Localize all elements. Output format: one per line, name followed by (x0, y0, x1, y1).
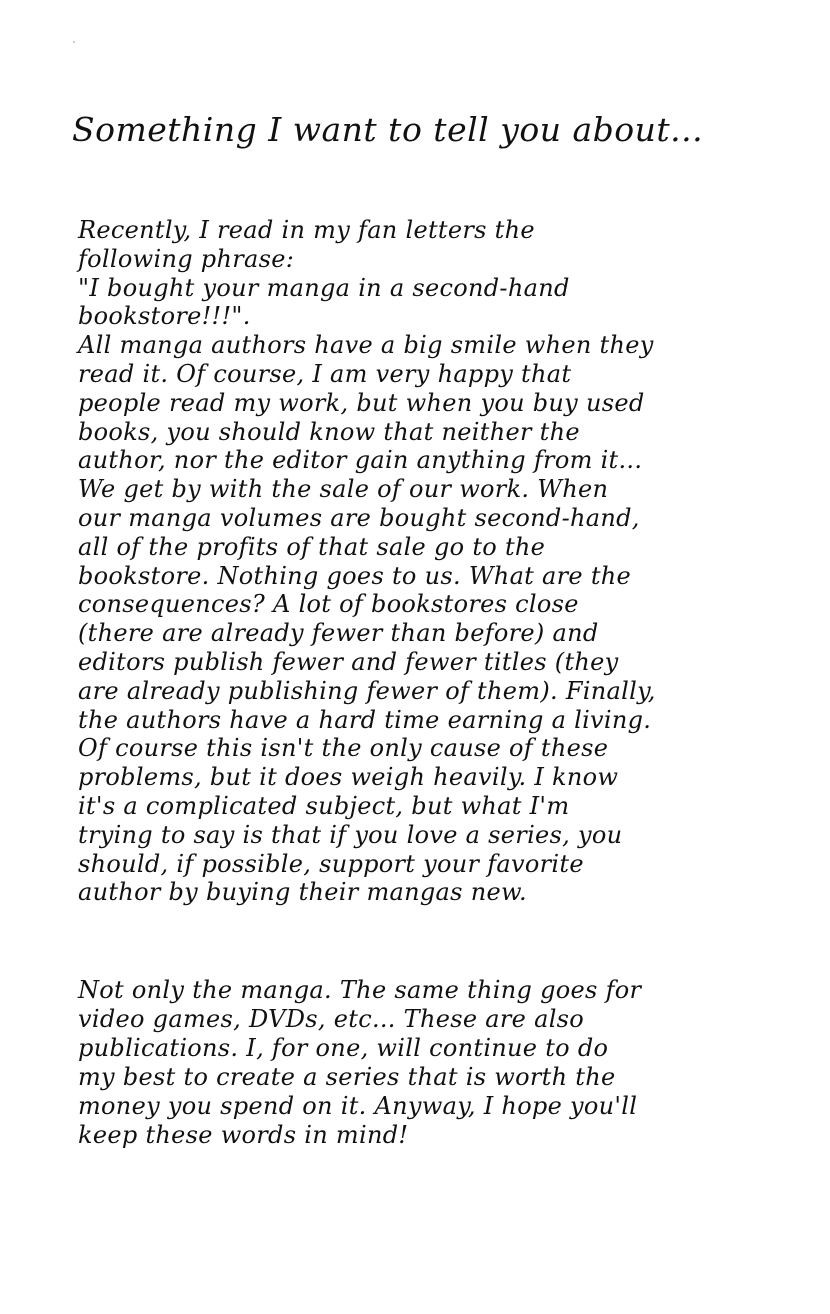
text-line: (there are already fewer than before) and (78, 619, 599, 648)
text-line: bookstore!!!". (78, 302, 251, 331)
text-line: editors publish fewer and fewer titles (they (78, 647, 619, 676)
text-line: read it. Of course, I am very happy that (78, 359, 572, 388)
text-line: publications. I, for one, will continue to do (78, 1034, 609, 1062)
text-line: Recently, I read in my fan letters the (78, 216, 535, 244)
text-line: books, you should know that neither the (78, 417, 580, 446)
text-line: are already publishing fewer of them). Finally, (78, 676, 656, 705)
text-line: We get by with the sale of our work. When (78, 475, 609, 504)
text-line: video games, DVDs, etc... These are also (78, 1005, 585, 1033)
text-line: author, nor the editor gain anything from it... (78, 446, 643, 475)
text-line: the authors have a hard time earning a living. (78, 705, 652, 734)
text-line: following phrase: (78, 244, 295, 273)
text-line: problems, but it does weigh heavily. I know (78, 763, 619, 792)
text-line: All manga authors have a big smile when they (78, 331, 654, 360)
text-line: money you spend on it. Anyway, I hope you'll (78, 1092, 638, 1120)
text-line: "I bought your manga in a second-hand (78, 273, 570, 302)
text-line: author by buying their mangas new. (78, 878, 527, 907)
text-line: all of the profits of that sale go to the (78, 532, 546, 561)
text-line: keep these words in mind! (78, 1121, 409, 1149)
text-line: our manga volumes are bought second-hand, (78, 503, 640, 532)
text-line: consequences? A lot of bookstores close (78, 590, 579, 619)
paper-speck (73, 41, 75, 43)
text-line: should, if possible, support your favorite (78, 849, 584, 878)
paragraph-closing (78, 976, 778, 1150)
paragraph-main (78, 216, 778, 907)
page-title: Something I want to tell you about... (72, 110, 704, 149)
text-line: Of course this isn't the only cause of these (78, 734, 609, 763)
text-line: trying to say is that if you love a series, you (78, 820, 623, 849)
text-line: people read my work, but when you buy used (78, 388, 645, 417)
text-line: my best to create a series that is worth the (78, 1063, 616, 1091)
text-line: it's a complicated subject, but what I'm (78, 791, 570, 820)
text-line: Not only the manga. The same thing goes for (78, 976, 642, 1004)
text-line: bookstore. Nothing goes to us. What are the (78, 561, 632, 590)
